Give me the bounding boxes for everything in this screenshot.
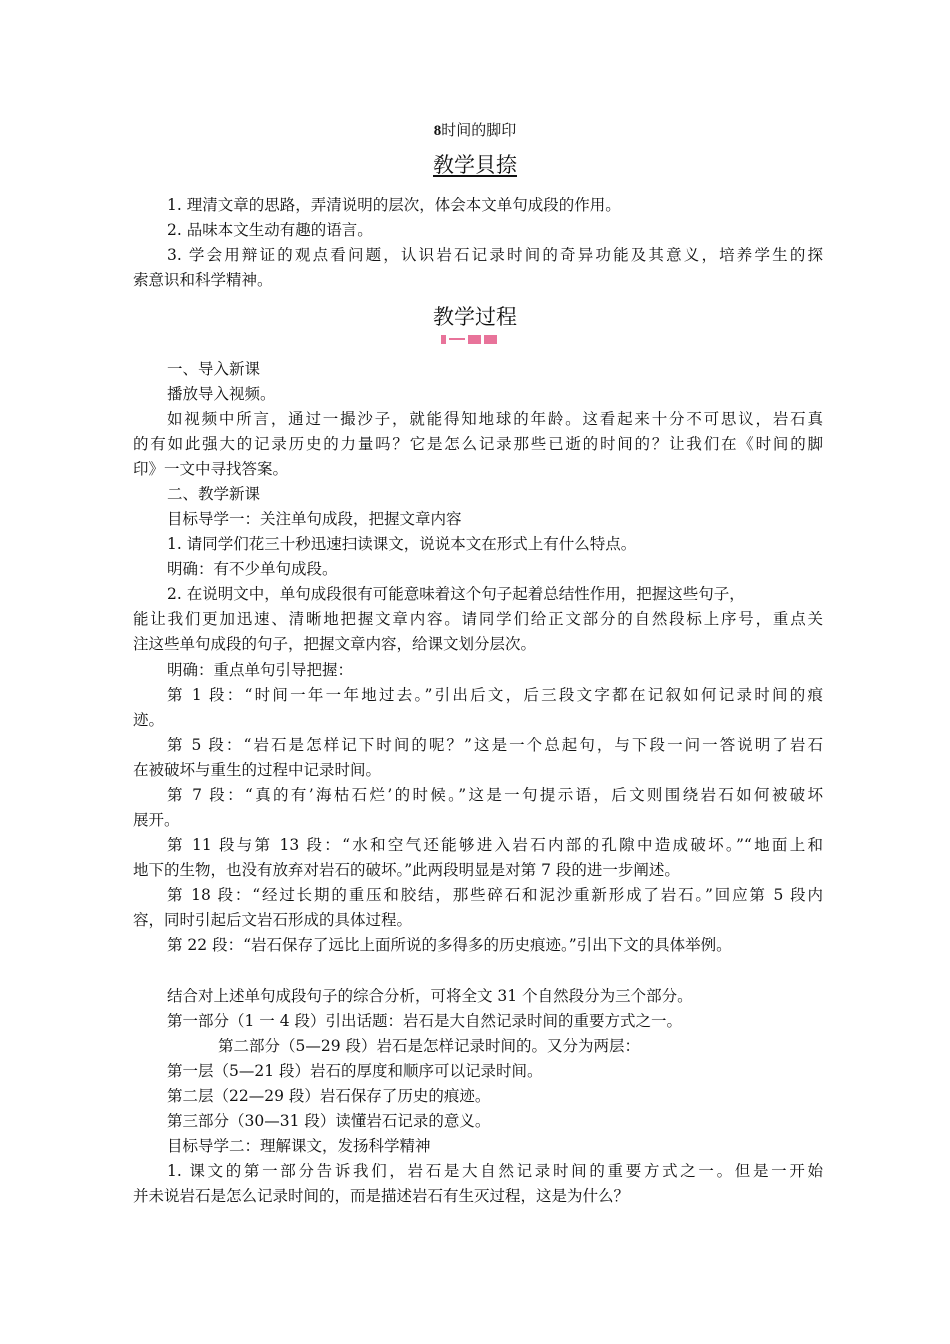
body-line: 一、导入新课 bbox=[167, 360, 261, 378]
body-line: 目标导学二：理解课文，发扬科学精神 bbox=[167, 1137, 431, 1155]
body-line: 第二部分（5—29 段）岩石是怎样记录时间的。又分为两层： bbox=[218, 1037, 641, 1055]
body-line: 如视频中所言，通过一撮沙子，就能得知地球的年龄。这看起来十分不可思议，岩石真 bbox=[167, 410, 823, 428]
body-line: 结合对上述单句成段句子的综合分析，可将全文 31 个自然段分为三个部分。 bbox=[167, 987, 693, 1005]
marker-dash bbox=[449, 338, 465, 340]
decorative-marker bbox=[441, 333, 511, 345]
body-line: 第 5 段：“岩石是怎样记下时间的呢？”这是一个总起句，与下段一问一答说明了岩石 bbox=[167, 736, 823, 754]
body-line: 明确：有不少单句成段。 bbox=[167, 560, 338, 578]
body-line: 第 11 段与第 13 段：“水和空气还能够进入岩石内部的孔隙中造成破坏。”“地面上和 bbox=[167, 836, 823, 854]
body-line: 二、教学新课 bbox=[167, 485, 261, 503]
section-heading-process: 教学过程 bbox=[433, 305, 517, 329]
marker-block bbox=[468, 335, 481, 344]
body-line: 目标导学一：关注单句成段，把握文章内容 bbox=[167, 510, 462, 528]
body-line: 第二层（22—29 段）岩石保存了历史的痕迹。 bbox=[167, 1087, 491, 1105]
body-line: 第 7 段：“真的有’海枯石烂’的时候。”这是一句提示语，后文则围绕岩石如何被破坏 bbox=[167, 786, 823, 804]
section-heading-goals bbox=[0, 150, 950, 180]
lesson-title bbox=[0, 118, 950, 144]
body-line: 的有如此强大的记录历史的力量吗？它是怎么记录那些已逝的时间的？让我们在《时间的脚 bbox=[133, 435, 823, 453]
body-line: 1. 课文的第一部分告诉我们，岩石是大自然记录时间的重要方式之一。但是一开始 bbox=[167, 1162, 823, 1180]
goal-item-continued: 索意识和科学精神。 bbox=[133, 271, 273, 289]
body-line: 并未说岩石是怎么记录时间的，而是描述岩石有生灭过程，这是为什么？ bbox=[133, 1187, 630, 1205]
body-line: 印》一文中寻找答案。 bbox=[133, 460, 289, 478]
body-line: 第 22 段：“岩石保存了远比上面所说的多得多的历史痕迹。”引出下文的具体举例。 bbox=[167, 936, 732, 954]
body-line: 在被破坏与重生的过程中记录时间。 bbox=[133, 761, 382, 779]
goal-item: 2. 品味本文生动有趣的语言。 bbox=[167, 221, 373, 239]
body-line: 第 18 段：“经过长期的重压和胶结，那些碎石和泥沙重新形成了岩石。”回应第 5 段内 bbox=[167, 886, 823, 904]
goal-item: 3. 学会用辩证的观点看问题，认识岩石记录时间的奇异功能及其意义，培养学生的探 bbox=[167, 246, 823, 264]
body-line: 2. 在说明文中，单句成段很有可能意味着这个句子起着总结性作用，把握这些句子， bbox=[167, 585, 745, 603]
body-line: 第 1 段：“时间一年一年地过去。”引出后文，后三段文字都在记叙如何记录时间的痕 bbox=[167, 686, 823, 704]
body-line: 第三部分（30—31 段）读懂岩石记录的意义。 bbox=[167, 1112, 491, 1130]
body-line: 迹。 bbox=[133, 711, 165, 729]
marker-block bbox=[484, 335, 497, 344]
body-line: 注这些单句成段的句子，把握文章内容，给课文划分层次。 bbox=[133, 635, 537, 653]
lesson-title-text: 时间的脚印 bbox=[441, 121, 517, 139]
lesson-number: 8 bbox=[433, 123, 442, 139]
body-line: 明确：重点单句引导把握： bbox=[167, 661, 354, 679]
body-line: 容，同时引起后文岩石形成的具体过程。 bbox=[133, 911, 413, 929]
goal-item: 1. 理清文章的思路，弄清说明的层次，体会本文单句成段的作用。 bbox=[167, 196, 621, 214]
body-line: 第一部分（1 一 4 段）引出话题：岩石是大自然记录时间的重要方式之一。 bbox=[167, 1012, 683, 1030]
body-line: 展开。 bbox=[133, 811, 180, 829]
body-line: 地下的生物，也没有放弃对岩石的破坏。”此两段明显是对第 7 段的进一步阐述。 bbox=[133, 861, 680, 879]
body-line: 能让我们更加迅速、清晰地把握文章内容。请同学们给正文部分的自然段标上序号，重点关 bbox=[133, 610, 823, 628]
section-heading-goals-text: 敎学貝捺 bbox=[433, 153, 517, 177]
marker-block bbox=[441, 335, 446, 344]
body-line: 第一层（5—21 段）岩石的厚度和顺序可以记录时间。 bbox=[167, 1062, 543, 1080]
body-line: 1. 请同学们花三十秒迅速扫读课文，说说本文在形式上有什么特点。 bbox=[167, 535, 637, 553]
body-line: 播放导入视频。 bbox=[167, 385, 276, 403]
